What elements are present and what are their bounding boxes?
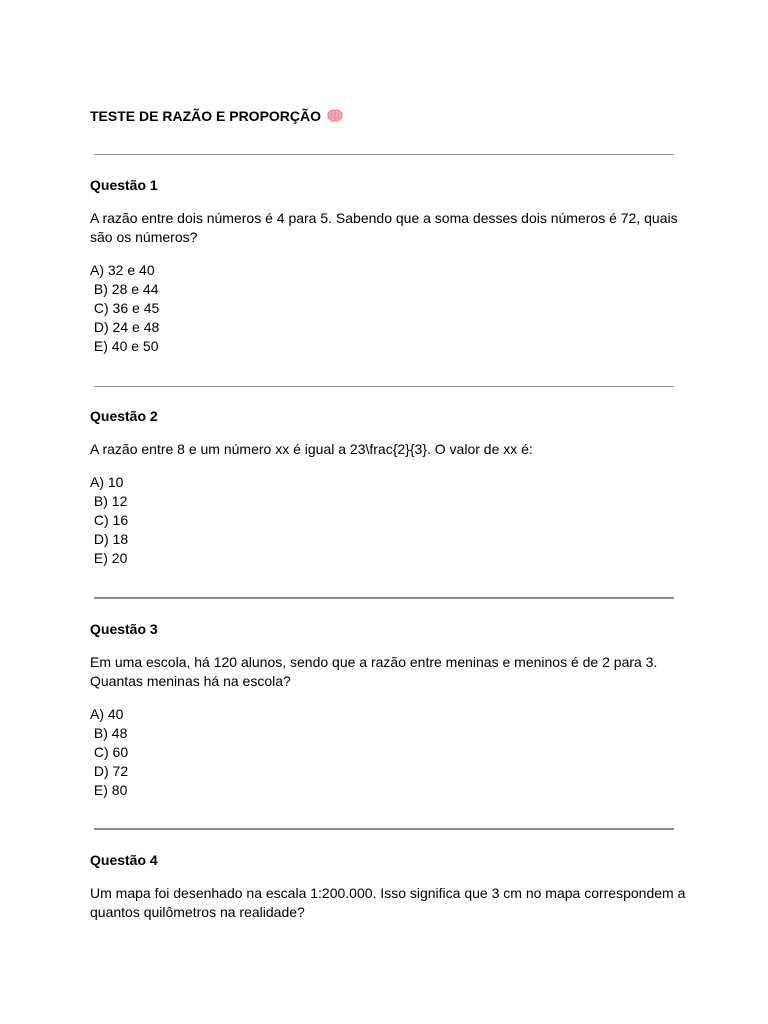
divider bbox=[94, 386, 674, 387]
option-e: E) 80 bbox=[90, 782, 128, 798]
option-d: D) 24 e 48 bbox=[90, 319, 160, 335]
question-text: Em uma escola, há 120 alunos, sendo que a razão entre meninas e meninos é de 2 para 3. Quantas meninas há na escola? bbox=[90, 654, 658, 689]
question-4 bbox=[90, 850, 686, 922]
question-3 bbox=[90, 619, 686, 800]
option-c: C) 16 bbox=[90, 512, 129, 528]
divider bbox=[94, 154, 674, 155]
question-heading: Questão 2 bbox=[90, 408, 158, 424]
question-heading: Questão 1 bbox=[90, 177, 158, 193]
question-heading: Questão 4 bbox=[90, 852, 158, 868]
option-list bbox=[90, 473, 686, 568]
option-b: B) 12 bbox=[90, 493, 128, 509]
question-text: Um mapa foi desenhado na escala 1:200.000. Isso significa que 3 cm no mapa correspondem a quantos quilômetros na realidade? bbox=[90, 885, 686, 920]
option-c: C) 60 bbox=[90, 744, 129, 760]
option-list bbox=[90, 705, 686, 800]
question-1 bbox=[90, 175, 686, 356]
question-text: A razão entre 8 e um número xx é igual a 23\frac{2}{3}. O valor de xx é: bbox=[90, 441, 533, 457]
option-a: A) 32 e 40 bbox=[90, 262, 155, 278]
option-list bbox=[90, 261, 686, 356]
question-2 bbox=[90, 406, 686, 568]
question-heading: Questão 3 bbox=[90, 621, 158, 637]
option-e: E) 20 bbox=[90, 550, 128, 566]
option-d: D) 18 bbox=[90, 531, 129, 547]
option-d: D) 72 bbox=[90, 763, 129, 779]
document-title: TESTE DE RAZÃO E PROPORÇÃO bbox=[90, 108, 322, 124]
option-a: A) 10 bbox=[90, 474, 124, 490]
document-title-row bbox=[90, 106, 343, 126]
option-b: B) 48 bbox=[90, 725, 128, 741]
option-b: B) 28 e 44 bbox=[90, 281, 159, 297]
brain-icon bbox=[327, 108, 343, 122]
divider bbox=[94, 597, 674, 599]
option-e: E) 40 e 50 bbox=[90, 338, 159, 354]
divider bbox=[94, 828, 674, 830]
question-text: A razão entre dois números é 4 para 5. Sabendo que a soma desses dois números é 72, quais são os números? bbox=[90, 210, 678, 245]
option-c: C) 36 e 45 bbox=[90, 300, 160, 316]
option-a: A) 40 bbox=[90, 706, 124, 722]
